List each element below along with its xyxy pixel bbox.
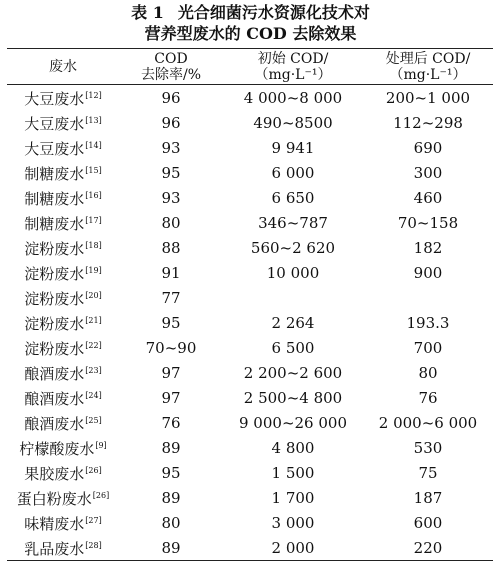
cell-initial-cod: 4 800 bbox=[271, 438, 315, 457]
wastewater-name: 大豆废水 bbox=[24, 140, 85, 158]
cell-initial-cod: 6 500 bbox=[271, 338, 315, 357]
wastewater-name: 制糖废水 bbox=[24, 215, 85, 233]
reference-mark: [24] bbox=[85, 391, 102, 400]
reference-mark: [27] bbox=[85, 516, 102, 525]
cell-wastewater bbox=[7, 535, 119, 561]
cell-removal-rate: 77 bbox=[161, 288, 181, 307]
reference-mark: [23] bbox=[85, 366, 102, 375]
cell-wastewater bbox=[7, 260, 119, 285]
cell-initial-cod: 9 941 bbox=[271, 138, 315, 157]
cell-wastewater bbox=[7, 235, 119, 260]
table-row bbox=[7, 385, 493, 410]
wastewater-name: 柠檬酸废水 bbox=[19, 440, 95, 458]
cell-removal-rate: 96 bbox=[161, 88, 181, 107]
cell-initial-cod: 6 000 bbox=[271, 163, 315, 182]
table-row bbox=[7, 460, 493, 485]
cell-wastewater bbox=[7, 435, 119, 460]
reference-mark: [25] bbox=[85, 416, 102, 425]
cell-removal-rate: 95 bbox=[161, 163, 181, 182]
cell-wastewater bbox=[7, 485, 119, 510]
cell-wastewater bbox=[7, 135, 119, 160]
table-row bbox=[7, 360, 493, 385]
reference-mark: [14] bbox=[85, 141, 102, 150]
header-treated-cod bbox=[363, 49, 493, 85]
cell-treated-cod: 460 bbox=[413, 188, 443, 207]
wastewater-name: 酿酒废水 bbox=[24, 365, 85, 383]
reference-mark: [22] bbox=[85, 341, 102, 350]
cell-treated-cod: 80 bbox=[418, 363, 438, 382]
reference-mark: [20] bbox=[85, 291, 102, 300]
header-treated-cod-line2: （mg·L⁻¹） bbox=[389, 66, 467, 83]
cell-wastewater bbox=[7, 285, 119, 310]
reference-mark: [26] bbox=[92, 491, 110, 500]
reference-mark: [15] bbox=[85, 166, 102, 175]
cell-treated-cod: 690 bbox=[413, 138, 443, 157]
wastewater-name: 淀粉废水 bbox=[24, 340, 85, 358]
table-row bbox=[7, 335, 493, 360]
wastewater-name: 大豆废水 bbox=[24, 115, 85, 133]
reference-mark: [13] bbox=[85, 116, 102, 125]
cell-wastewater bbox=[7, 85, 119, 111]
header-wastewater bbox=[7, 49, 119, 85]
cell-removal-rate: 96 bbox=[161, 113, 181, 132]
cell-treated-cod: 900 bbox=[413, 263, 443, 282]
wastewater-name: 乳品废水 bbox=[24, 540, 85, 558]
cell-initial-cod: 3 000 bbox=[271, 513, 315, 532]
wastewater-name: 淀粉废水 bbox=[24, 240, 85, 258]
cell-removal-rate: 97 bbox=[161, 363, 181, 382]
cell-wastewater bbox=[7, 310, 119, 335]
cell-initial-cod: 6 650 bbox=[271, 188, 315, 207]
table-row bbox=[7, 210, 493, 235]
cell-treated-cod: 193.3 bbox=[406, 313, 450, 332]
cell-removal-rate: 95 bbox=[161, 463, 181, 482]
cell-wastewater bbox=[7, 410, 119, 435]
table-row bbox=[7, 85, 493, 111]
reference-mark: [28] bbox=[85, 541, 102, 550]
cell-initial-cod: 2 000 bbox=[223, 535, 363, 561]
reference-mark: [9] bbox=[95, 441, 107, 450]
cell-wastewater bbox=[7, 160, 119, 185]
reference-mark: [26] bbox=[85, 466, 102, 475]
cell-wastewater bbox=[7, 110, 119, 135]
cell-removal-rate: 89 bbox=[161, 438, 181, 457]
wastewater-name: 果胶废水 bbox=[24, 465, 85, 483]
header-removal-rate bbox=[119, 49, 223, 85]
reference-mark: [18] bbox=[85, 241, 102, 250]
reference-mark: [21] bbox=[85, 316, 102, 325]
cell-removal-rate: 89 bbox=[119, 535, 223, 561]
table-row bbox=[7, 535, 493, 561]
cell-initial-cod: 1 500 bbox=[271, 463, 315, 482]
wastewater-name: 淀粉废水 bbox=[24, 265, 85, 283]
cell-initial-cod: 560~2 620 bbox=[250, 238, 336, 257]
cell-removal-rate: 91 bbox=[161, 263, 181, 282]
cell-removal-rate: 80 bbox=[161, 513, 181, 532]
table-row bbox=[7, 310, 493, 335]
cell-initial-cod: 346~787 bbox=[258, 213, 328, 232]
cell-treated-cod: 75 bbox=[418, 463, 438, 482]
cell-treated-cod: 530 bbox=[413, 438, 443, 457]
cell-treated-cod bbox=[363, 285, 493, 310]
cod-removal-table bbox=[7, 48, 493, 561]
cell-wastewater bbox=[7, 510, 119, 535]
cell-initial-cod: 2 500~4 800 bbox=[243, 388, 343, 407]
header-wastewater-label: 废水 bbox=[49, 58, 77, 75]
cell-treated-cod: 700 bbox=[413, 338, 443, 357]
cell-wastewater bbox=[7, 335, 119, 360]
cell-treated-cod: 70~158 bbox=[397, 213, 459, 232]
wastewater-name: 淀粉废水 bbox=[24, 315, 85, 333]
cell-treated-cod: 300 bbox=[413, 163, 443, 182]
table-row bbox=[7, 285, 493, 310]
cell-treated-cod: 200~1 000 bbox=[385, 88, 471, 107]
cell-wastewater bbox=[7, 460, 119, 485]
cell-removal-rate: 95 bbox=[161, 313, 181, 332]
wastewater-name: 味精废水 bbox=[24, 515, 85, 533]
header-initial-cod-line1: 初始 COD/ bbox=[257, 50, 329, 67]
reference-mark: [17] bbox=[85, 216, 102, 225]
cell-removal-rate: 80 bbox=[161, 213, 181, 232]
cell-initial-cod: 490~8500 bbox=[253, 113, 333, 132]
cell-treated-cod: 220 bbox=[363, 535, 493, 561]
table-row bbox=[7, 485, 493, 510]
header-removal-rate-line2: 去除率/% bbox=[140, 66, 202, 83]
cell-wastewater bbox=[7, 210, 119, 235]
header-treated-cod-line1: 处理后 COD/ bbox=[385, 50, 471, 67]
wastewater-name: 制糖废水 bbox=[24, 165, 85, 183]
cell-removal-rate: 97 bbox=[161, 388, 181, 407]
cell-treated-cod: 112~298 bbox=[393, 113, 463, 132]
caption-title-1: 光合细菌污水资源化技术对 bbox=[177, 3, 370, 22]
table-header-row bbox=[7, 49, 493, 85]
cell-wastewater bbox=[7, 360, 119, 385]
table-row bbox=[7, 185, 493, 210]
wastewater-name: 酿酒废水 bbox=[24, 390, 85, 408]
reference-mark: [16] bbox=[85, 191, 102, 200]
cell-initial-cod: 4 000~8 000 bbox=[243, 88, 343, 107]
cell-treated-cod: 2 000~6 000 bbox=[378, 413, 478, 432]
table-row bbox=[7, 235, 493, 260]
table-row bbox=[7, 260, 493, 285]
caption-line-2: 营养型废水的 COD 去除效果 bbox=[144, 24, 357, 43]
cell-removal-rate: 89 bbox=[161, 488, 181, 507]
header-removal-rate-line1: COD bbox=[154, 50, 188, 67]
cell-initial-cod: 9 000~26 000 bbox=[239, 413, 347, 432]
cell-removal-rate: 93 bbox=[161, 138, 181, 157]
cell-removal-rate: 93 bbox=[161, 188, 181, 207]
wastewater-name: 制糖废水 bbox=[24, 190, 85, 208]
cell-treated-cod: 76 bbox=[418, 388, 438, 407]
cell-removal-rate: 76 bbox=[161, 413, 181, 432]
caption-line-1 bbox=[0, 2, 501, 23]
table-row bbox=[7, 110, 493, 135]
cell-removal-rate: 88 bbox=[161, 238, 181, 257]
cell-initial-cod: 1 700 bbox=[271, 488, 315, 507]
cell-initial-cod: 2 264 bbox=[271, 313, 315, 332]
wastewater-name: 蛋白粉废水 bbox=[16, 490, 92, 508]
table-row bbox=[7, 160, 493, 185]
cell-initial-cod: 2 200~2 600 bbox=[243, 363, 343, 382]
header-initial-cod-line2: （mg·L⁻¹） bbox=[254, 66, 332, 83]
table-row bbox=[7, 135, 493, 160]
cell-treated-cod: 182 bbox=[413, 238, 443, 257]
table-row bbox=[7, 410, 493, 435]
table-number: 表 1 bbox=[131, 3, 164, 22]
wastewater-name: 大豆废水 bbox=[24, 90, 85, 108]
cell-initial-cod: 10 000 bbox=[266, 263, 320, 282]
cell-removal-rate: 70~90 bbox=[145, 338, 197, 357]
table-row bbox=[7, 510, 493, 535]
wastewater-name: 酿酒废水 bbox=[24, 415, 85, 433]
cell-wastewater bbox=[7, 385, 119, 410]
cell-initial-cod bbox=[223, 285, 363, 310]
table-row bbox=[7, 435, 493, 460]
cell-treated-cod: 600 bbox=[413, 513, 443, 532]
cell-wastewater bbox=[7, 185, 119, 210]
cell-treated-cod: 187 bbox=[413, 488, 443, 507]
header-initial-cod bbox=[223, 49, 363, 85]
table-caption bbox=[0, 0, 501, 44]
reference-mark: [12] bbox=[85, 91, 102, 100]
reference-mark: [19] bbox=[85, 266, 102, 275]
wastewater-name: 淀粉废水 bbox=[24, 290, 85, 308]
